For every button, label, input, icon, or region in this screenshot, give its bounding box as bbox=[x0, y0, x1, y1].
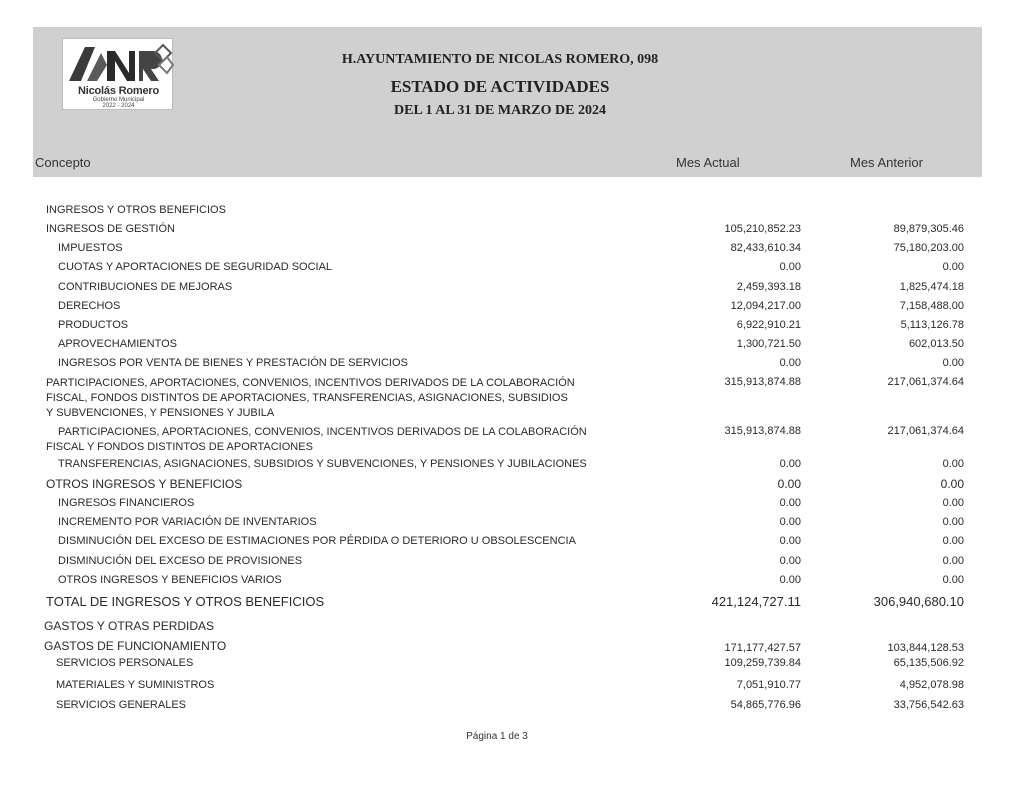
header-band bbox=[33, 27, 982, 177]
row-label: INCREMENTO POR VARIACIÓN DE INVENTARIOS bbox=[58, 516, 317, 528]
report-title: ESTADO DE ACTIVIDADES bbox=[390, 77, 610, 96]
row-label: INGRESOS DE GESTIÓN bbox=[46, 223, 175, 235]
value-mes-actual: 105,210,852.23 bbox=[724, 223, 801, 235]
value-mes-actual: 12,094,217.00 bbox=[730, 300, 801, 312]
value-mes-anterior: 5,113,126.78 bbox=[900, 319, 964, 331]
value-mes-anterior: 0.00 bbox=[942, 458, 964, 470]
value-mes-anterior: 65,135,506.92 bbox=[893, 657, 964, 669]
column-header-mes-anterior: Mes Anterior bbox=[850, 155, 923, 170]
logo-sub-line2: 2022 - 2024 bbox=[102, 103, 135, 109]
row-label: SERVICIOS PERSONALES bbox=[56, 657, 194, 669]
row-label: TOTAL DE INGRESOS Y OTROS BENEFICIOS bbox=[46, 594, 325, 609]
value-mes-actual: 7,051,910.77 bbox=[736, 679, 801, 691]
report-period: DEL 1 AL 31 DE MARZO DE 2024 bbox=[394, 103, 606, 118]
value-mes-anterior: 0.00 bbox=[942, 261, 964, 273]
row-label: INGRESOS POR VENTA DE BIENES Y PRESTACIÓN DE SERVICIOS bbox=[58, 357, 408, 369]
value-mes-actual: 171,177,427.57 bbox=[724, 642, 801, 654]
value-mes-anterior: 4,952,078.98 bbox=[899, 679, 964, 691]
value-mes-anterior: 1,825,474.18 bbox=[899, 281, 964, 293]
row-label: CONTRIBUCIONES DE MEJORAS bbox=[58, 281, 233, 293]
value-mes-actual: 0.00 bbox=[779, 357, 801, 369]
value-mes-anterior: 0.00 bbox=[942, 497, 964, 509]
logo bbox=[62, 38, 173, 110]
column-header-concepto: Concepto bbox=[35, 155, 91, 170]
row-label: PARTICIPACIONES, APORTACIONES, CONVENIOS, INCENTIVOS DERIVADOS DE LA COLABORACIÓN FISCAL, FONDOS DISTINTOS DE APORTACIONES, TRANSFERENCIAS, ASIGNACIONES, SUBSIDIOS Y SUBVENCIONES, Y PENSIONES Y JUBILA bbox=[46, 377, 575, 419]
value-mes-actual: 109,259,739.84 bbox=[724, 657, 801, 669]
value-mes-anterior: 89,879,305.46 bbox=[893, 223, 964, 235]
row-label: PARTICIPACIONES, APORTACIONES, CONVENIOS, INCENTIVOS DERIVADOS DE LA COLABORACIÓN FISCAL Y FONDOS DISTINTOS DE APORTACIONES bbox=[46, 426, 587, 453]
value-mes-anterior: 0.00 bbox=[942, 535, 964, 547]
value-mes-anterior: 217,061,374.64 bbox=[887, 425, 964, 437]
row-label: DISMINUCIÓN DEL EXCESO DE PROVISIONES bbox=[58, 555, 303, 567]
value-mes-actual: 6,922,910.21 bbox=[736, 319, 801, 331]
logo-subtitle bbox=[66, 97, 171, 109]
logo-name: Nicolás Romero bbox=[78, 85, 159, 97]
value-mes-actual: 0.00 bbox=[779, 261, 801, 273]
value-mes-actual: 0.00 bbox=[777, 477, 801, 491]
value-mes-anterior: 602,013.50 bbox=[908, 338, 964, 350]
row-label: GASTOS DE FUNCIONAMIENTO bbox=[44, 639, 227, 653]
value-mes-anterior: 0.00 bbox=[942, 357, 964, 369]
row-label: SERVICIOS GENERALES bbox=[56, 699, 187, 711]
value-mes-anterior: 306,940,680.10 bbox=[873, 594, 964, 609]
value-mes-anterior: 103,844,128.53 bbox=[887, 642, 964, 654]
value-mes-actual: 0.00 bbox=[779, 458, 801, 470]
value-mes-anterior: 0.00 bbox=[940, 477, 964, 491]
value-mes-actual: 315,913,874.88 bbox=[724, 376, 801, 388]
value-mes-actual: 54,865,776.96 bbox=[730, 699, 801, 711]
row-label: APROVECHAMIENTOS bbox=[58, 338, 177, 350]
row-label: OTROS INGRESOS Y BENEFICIOS bbox=[46, 477, 243, 491]
value-mes-actual: 0.00 bbox=[779, 516, 801, 528]
value-mes-actual: 315,913,874.88 bbox=[724, 425, 801, 437]
value-mes-anterior: 75,180,203.00 bbox=[893, 242, 964, 254]
row-label: PRODUCTOS bbox=[58, 319, 129, 331]
value-mes-anterior: 7,158,488.00 bbox=[899, 300, 964, 312]
value-mes-anterior: 0.00 bbox=[942, 574, 964, 586]
row-label: INGRESOS Y OTROS BENEFICIOS bbox=[46, 204, 226, 216]
row-label: IMPUESTOS bbox=[58, 242, 123, 254]
row-label: DERECHOS bbox=[58, 300, 121, 312]
row-label: MATERIALES Y SUMINISTROS bbox=[56, 679, 215, 691]
value-mes-anterior: 0.00 bbox=[942, 516, 964, 528]
row-label: TRANSFERENCIAS, ASIGNACIONES, SUBSIDIOS Y SUBVENCIONES, Y PENSIONES Y JUBILACIONES bbox=[58, 458, 587, 470]
value-mes-actual: 0.00 bbox=[779, 497, 801, 509]
page-number: Página 1 de 3 bbox=[466, 731, 528, 742]
row-label: CUOTAS Y APORTACIONES DE SEGURIDAD SOCIAL bbox=[58, 261, 333, 273]
entity-title: H.AYUNTAMIENTO DE NICOLAS ROMERO, 098 bbox=[341, 52, 659, 67]
value-mes-actual: 421,124,727.11 bbox=[711, 594, 801, 609]
value-mes-actual: 0.00 bbox=[779, 535, 801, 547]
row-label: GASTOS Y OTRAS PERDIDAS bbox=[44, 619, 215, 633]
column-header-mes-actual: Mes Actual bbox=[676, 155, 740, 170]
value-mes-anterior: 33,756,542.63 bbox=[893, 699, 964, 711]
logo-sub-line1: Gobierno Municipal bbox=[92, 97, 145, 103]
value-mes-anterior: 217,061,374.64 bbox=[887, 376, 964, 388]
value-mes-anterior: 0.00 bbox=[942, 555, 964, 567]
value-mes-actual: 0.00 bbox=[779, 555, 801, 567]
row-label: DISMINUCIÓN DEL EXCESO DE ESTIMACIONES POR PÉRDIDA O DETERIORO U OBSOLESCENCIA bbox=[58, 535, 576, 547]
row-label: INGRESOS FINANCIEROS bbox=[58, 497, 195, 509]
value-mes-actual: 0.00 bbox=[779, 574, 801, 586]
value-mes-actual: 1,300,721.50 bbox=[736, 338, 801, 350]
value-mes-actual: 82,433,610.34 bbox=[730, 242, 801, 254]
value-mes-actual: 2,459,393.18 bbox=[736, 281, 801, 293]
row-label: OTROS INGRESOS Y BENEFICIOS VARIOS bbox=[58, 574, 282, 586]
